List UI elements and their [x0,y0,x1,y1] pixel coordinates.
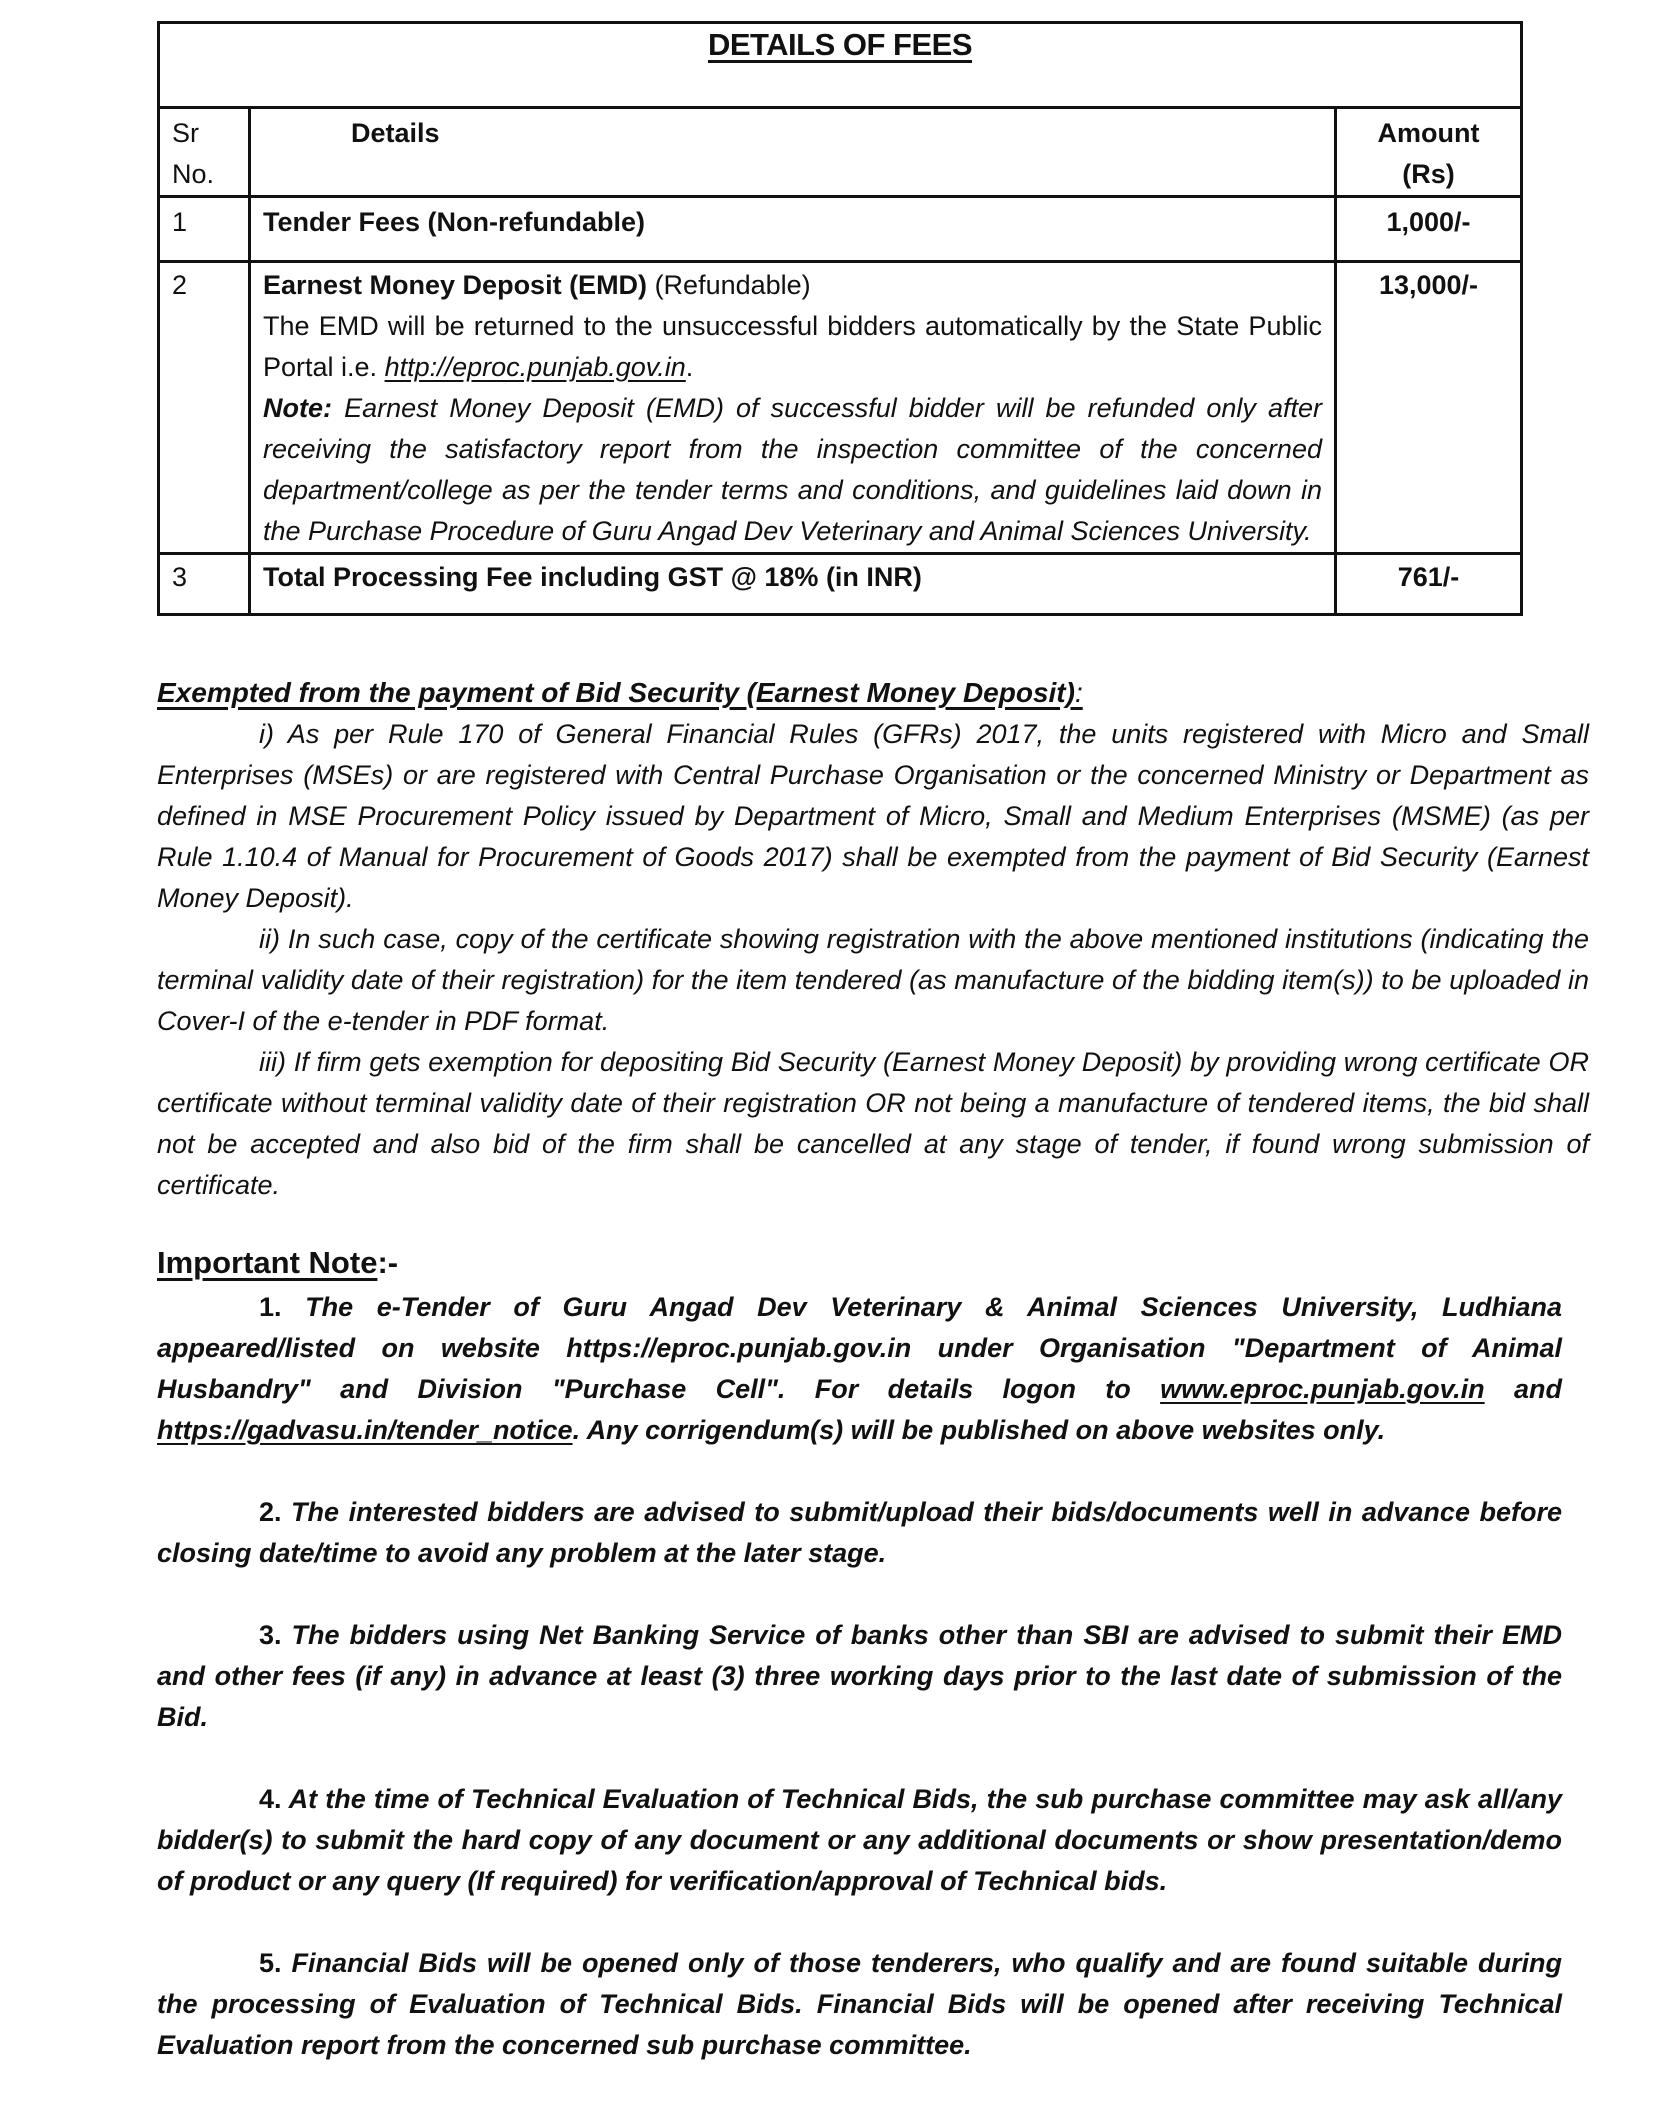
note-text: The e-Tender of Guru Angad Dev Veterinary & Animal Sciences University, Ludhiana appeared/listed on website https://eproc.punjab.gov.in under Organisation "Department of Animal Husbandry" and Division "Purchase Cell". For details logon to [157,1292,1562,1404]
exemption-heading-text: Exempted from the payment of Bid Security (Earnest Money Deposit) [157,677,1075,708]
exemption-heading-colon: : [1074,677,1083,708]
note-text: The interested bidders are advised to submit/upload their bids/documents well in advance before closing date/time to avoid any problem at the later stage. [157,1497,1562,1568]
emd-body-end: . [685,352,694,382]
note-number: 1. [259,1292,282,1322]
row-amount: 761/- [1335,554,1521,615]
fees-table-title-cell [159,23,1522,108]
exemption-paragraph-ii: ii) In such case, copy of the certificate showing registration with the above mentioned institutions (indicating the terminal validity date of their registration) for the item tendered (as manufacture of the bidding item(s)) to be uploaded in Cover-I of the e-tender in PDF format. [157,924,1589,1036]
important-note-section [157,1242,1562,2107]
row-sr-no: 1 [159,197,250,262]
note-number: 4. [259,1784,282,1814]
column-header-amount: Amount (Rs) [1335,108,1521,197]
note-number: 5. [259,1948,282,1978]
emd-title: Earnest Money Deposit (EMD) [263,270,648,300]
note-item-4 [157,1779,1562,1902]
note-item-3 [157,1615,1562,1738]
emd-note-text: Earnest Money Deposit (EMD) of successful bidder will be refunded only after receiving the satisfactory report from the inspection committee of the concerned department/college as per the tender terms and conditions, and guidelines laid down in the Purchase Procedure of Guru Angad Dev Veterinary and Animal Sciences University. [263,393,1322,546]
row-detail [250,262,1336,554]
table-row [159,554,1522,615]
note-item-5 [157,1943,1562,2066]
column-header-sr-no: Sr No. [159,108,250,197]
row-amount: 1,000/- [1335,197,1521,262]
row-detail: Tender Fees (Non-refundable) [250,197,1336,262]
note-text: At the time of Technical Evaluation of Technical Bids, the sub purchase committee may ask all/any bidder(s) to submit the hard copy of any document or any additional documents or show presentation/demo of product or any query (If required) for verification/approval of Technical bids. [157,1784,1562,1896]
emd-body-text: The EMD will be returned to the unsuccessful bidders automatically by the State Public Portal i.e. [263,311,1322,382]
fees-table [157,21,1523,616]
table-row [159,197,1522,262]
gadvasu-tender-notice-link[interactable]: https://gadvasu.in/tender_notice [157,1415,573,1445]
note-text: . Any corrigendum(s) will be published on above websites only. [572,1415,1386,1445]
fees-table-title-row [159,23,1522,108]
note-item-2 [157,1492,1562,1574]
note-text: and [1484,1374,1562,1404]
important-note-heading-text: Important Note [157,1245,378,1280]
eproc-website-link[interactable]: www.eproc.punjab.gov.in [1160,1374,1485,1404]
column-header-details: Details [250,108,1336,197]
note-number: 2. [259,1497,282,1527]
exemption-heading [157,672,1589,713]
important-note-heading-suffix: :- [377,1245,399,1280]
fees-table-title: DETAILS OF FEES [707,27,973,62]
row-detail: Total Processing Fee including GST @ 18% (in INR) [250,554,1336,615]
important-note-heading [157,1242,1562,1284]
row-sr-no: 3 [159,554,250,615]
row-sr-no: 2 [159,262,250,554]
note-text: The bidders using Net Banking Service of banks other than SBI are advised to submit their EMD and other fees (if any) in advance at least (3) three working days prior to the last date of submission of the Bid. [157,1620,1562,1732]
note-text: Financial Bids will be opened only of those tenderers, who qualify and are found suitable during the processing of Evaluation of Technical Bids. Financial Bids will be opened after receiving Technical Evaluation report from the concerned sub purchase committee. [157,1948,1562,2060]
emd-title-suffix: (Refundable) [647,270,811,300]
note-item-1 [157,1287,1562,1451]
fees-table-header-row [159,108,1522,197]
exemption-section [157,672,1589,1206]
eproc-portal-link[interactable]: http://eproc.punjab.gov.in [384,352,686,382]
emd-note-label: Note: [263,393,332,423]
exemption-paragraph-i: i) As per Rule 170 of General Financial Rules (GFRs) 2017, the units registered with Micro and Small Enterprises (MSEs) or are registered with Central Purchase Organisation or the concerned Ministry or Department as defined in MSE Procurement Policy issued by Department of Micro, Small and Medium Enterprises (MSME) (as per Rule 1.10.4 of Manual for Procurement of Goods 2017) shall be exempted from the payment of Bid Security (Earnest Money Deposit). [157,719,1589,913]
row-amount: 13,000/- [1335,262,1521,554]
exemption-paragraph-iii: iii) If firm gets exemption for depositing Bid Security (Earnest Money Deposit) by providing wrong certificate OR certificate without terminal validity date of their registration OR not being a manufacture of tendered items, the bid shall not be accepted and also bid of the firm shall be cancelled at any stage of tender, if found wrong submission of certificate. [157,1047,1589,1200]
note-number: 3. [259,1620,282,1650]
table-row [159,262,1522,554]
